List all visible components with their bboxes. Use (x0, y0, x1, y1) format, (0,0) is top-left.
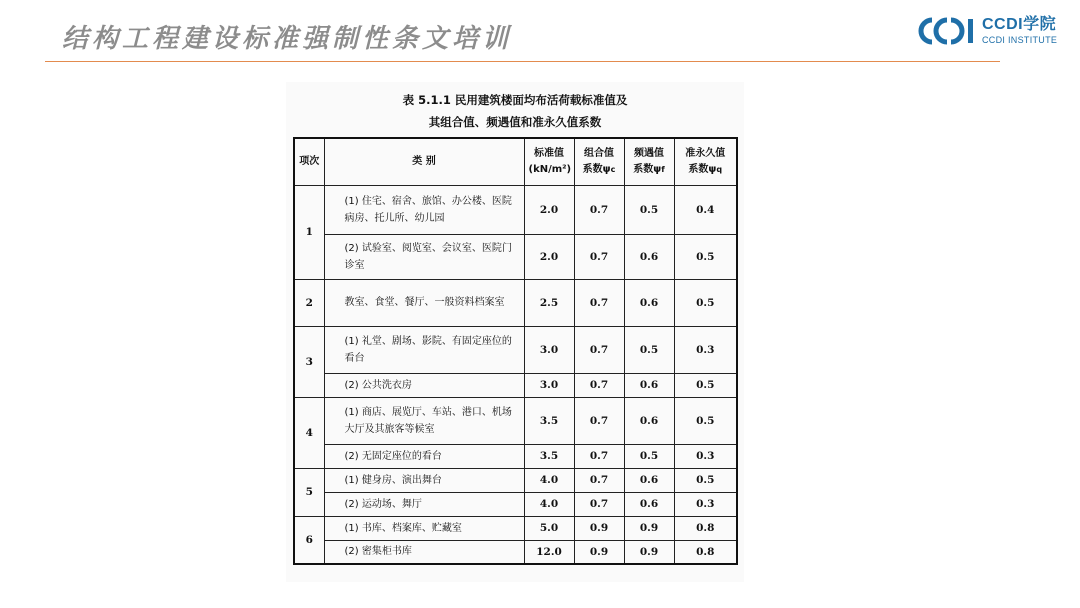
freq-coefficient: 0.6 (624, 397, 674, 444)
ccdi-logo (918, 14, 1057, 48)
category-cell: (2) 运动场、舞厅 (324, 492, 524, 516)
standard-value: 3.5 (524, 444, 574, 468)
freq-coefficient: 0.6 (624, 468, 674, 492)
standard-value: 4.0 (524, 468, 574, 492)
standard-value: 2.0 (524, 234, 574, 279)
freq-coefficient: 0.6 (624, 373, 674, 397)
table-row (294, 185, 737, 234)
quasi-coefficient: 0.3 (674, 492, 737, 516)
header-quasi (674, 138, 737, 185)
header-combo-sub: c (610, 164, 616, 174)
combo-coefficient: 0.7 (574, 279, 624, 326)
header-quasi-line2: 系数ψ (688, 163, 717, 175)
logo-main-text: CCDI学院 (982, 16, 1057, 33)
quasi-coefficient: 0.5 (674, 234, 737, 279)
header-standard-line2: (kN/m²) (528, 163, 572, 175)
quasi-coefficient: 0.5 (674, 397, 737, 444)
category-cell: 教室、食堂、餐厅、一般资料档案室 (324, 279, 524, 326)
standard-value: 3.0 (524, 373, 574, 397)
category-cell: (2) 试验室、阅览室、会议室、医院门诊室 (324, 234, 524, 279)
group-no: 3 (294, 326, 324, 397)
combo-coefficient: 0.9 (574, 516, 624, 540)
combo-coefficient: 0.7 (574, 234, 624, 279)
table-header-row (294, 138, 737, 185)
category-cell: (1) 健身房、演出舞台 (324, 468, 524, 492)
table-row (294, 234, 737, 279)
header-category: 类 别 (324, 138, 524, 185)
category-cell: (2) 公共洗衣房 (324, 373, 524, 397)
logo-sub-text: CCDI INSTITUTE (982, 35, 1058, 45)
group-no: 6 (294, 516, 324, 564)
header-quasi-line1: 准永久值 (685, 147, 726, 159)
freq-coefficient: 0.6 (624, 492, 674, 516)
header-combo (574, 138, 624, 185)
live-load-table (293, 137, 738, 565)
combo-coefficient: 0.7 (574, 468, 624, 492)
standard-value: 3.0 (524, 326, 574, 373)
quasi-coefficient: 0.5 (674, 468, 737, 492)
header-freq-sub: f (661, 164, 665, 174)
category-cell: (1) 住宅、宿舍、旅馆、办公楼、医院病房、托儿所、幼儿园 (324, 185, 524, 234)
quasi-coefficient: 0.3 (674, 326, 737, 373)
header-no: 项次 (294, 138, 324, 185)
table-row (294, 326, 737, 373)
quasi-coefficient: 0.8 (674, 516, 737, 540)
combo-coefficient: 0.7 (574, 492, 624, 516)
quasi-coefficient: 0.5 (674, 373, 737, 397)
category-cell: (2) 无固定座位的看台 (324, 444, 524, 468)
standard-value: 2.0 (524, 185, 574, 234)
combo-coefficient: 0.7 (574, 444, 624, 468)
header-combo-line1: 组合值 (584, 147, 614, 159)
header-combo-line2: 系数ψ (582, 163, 611, 175)
table-row (294, 492, 737, 516)
standard-value: 2.5 (524, 279, 574, 326)
quasi-coefficient: 0.4 (674, 185, 737, 234)
combo-coefficient: 0.7 (574, 397, 624, 444)
freq-coefficient: 0.5 (624, 185, 674, 234)
table-title-line2: 其组合值、频遇值和准永久值系数 (428, 115, 602, 129)
ccdi-logo-icon (918, 16, 976, 46)
freq-coefficient: 0.5 (624, 326, 674, 373)
scanned-table-page (286, 82, 744, 582)
category-cell: (1) 商店、展览厅、车站、港口、机场大厅及其旅客等候室 (324, 397, 524, 444)
freq-coefficient: 0.5 (624, 444, 674, 468)
header-divider (45, 61, 1000, 62)
quasi-coefficient: 0.8 (674, 540, 737, 564)
combo-coefficient: 0.9 (574, 540, 624, 564)
table-row (294, 279, 737, 326)
slide-header (0, 0, 1080, 64)
group-no: 4 (294, 397, 324, 468)
quasi-coefficient: 0.5 (674, 279, 737, 326)
header-standard (524, 138, 574, 185)
freq-coefficient: 0.9 (624, 540, 674, 564)
quasi-coefficient: 0.3 (674, 444, 737, 468)
category-cell: (1) 书库、档案库、贮藏室 (324, 516, 524, 540)
table-row (294, 468, 737, 492)
slide-title: 结构工程建设标准强制性条文培训 (62, 24, 513, 54)
header-freq-line1: 频遇值 (634, 147, 664, 159)
header-quasi-sub: q (716, 164, 723, 174)
standard-value: 3.5 (524, 397, 574, 444)
table-row (294, 444, 737, 468)
standard-value: 4.0 (524, 492, 574, 516)
table-row (294, 373, 737, 397)
table-row (294, 516, 737, 540)
group-no: 2 (294, 279, 324, 326)
standard-value: 5.0 (524, 516, 574, 540)
category-cell: (1) 礼堂、剧场、影院、有固定座位的看台 (324, 326, 524, 373)
freq-coefficient: 0.6 (624, 234, 674, 279)
category-cell: (2) 密集柜书库 (324, 540, 524, 564)
combo-coefficient: 0.7 (574, 185, 624, 234)
header-freq-line2: 系数ψ (633, 163, 662, 175)
freq-coefficient: 0.6 (624, 279, 674, 326)
header-freq (624, 138, 674, 185)
group-no: 1 (294, 185, 324, 279)
freq-coefficient: 0.9 (624, 516, 674, 540)
standard-value: 12.0 (524, 540, 574, 564)
table-row (294, 540, 737, 564)
table-title-line1: 表 5.1.1 民用建筑楼面均布活荷载标准值及 (402, 93, 628, 107)
header-standard-line1: 标准值 (534, 147, 564, 159)
table-row (294, 397, 737, 444)
group-no: 5 (294, 468, 324, 516)
combo-coefficient: 0.7 (574, 373, 624, 397)
combo-coefficient: 0.7 (574, 326, 624, 373)
